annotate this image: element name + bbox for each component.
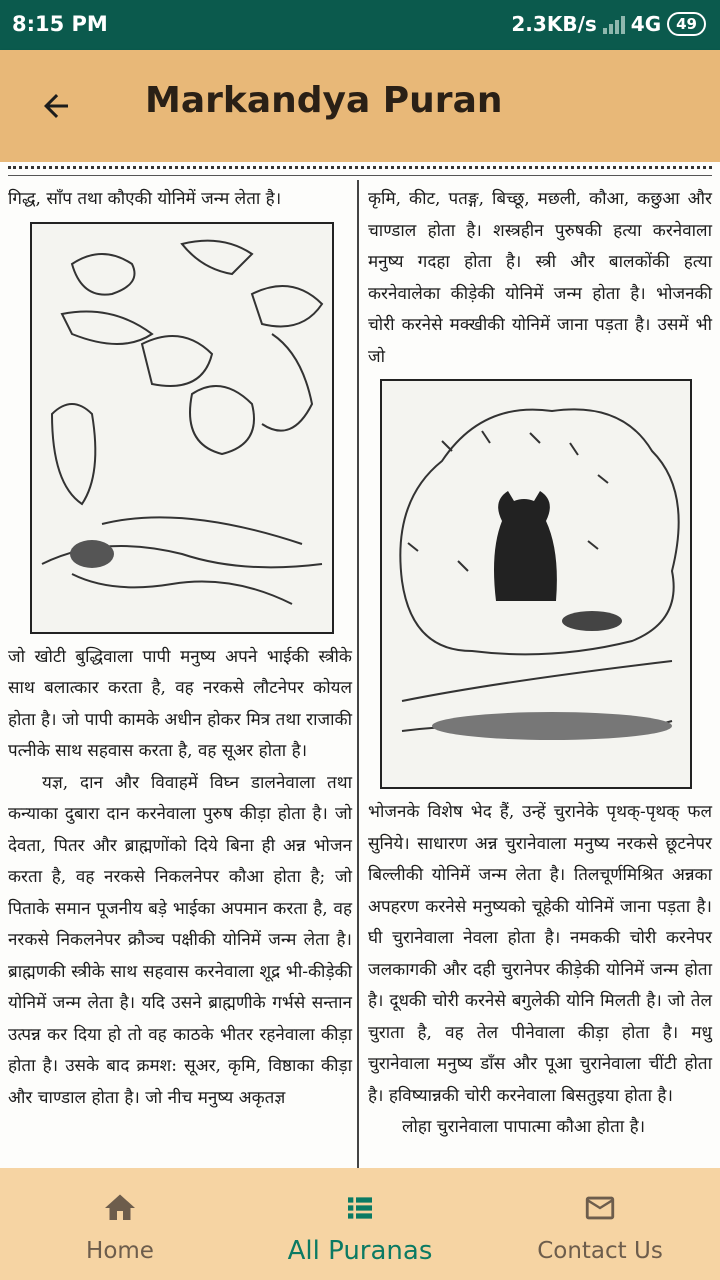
back-button[interactable] bbox=[30, 80, 82, 132]
nav-home-label: Home bbox=[86, 1238, 154, 1264]
right-top-text: कृमि, कीट, पतङ्ग, बिच्छू, मछली, कौआ, कछुआ और चाण्डाल होता है। शस्त्रहीन पुरुषकी हत्या करनेवाला मनुष्य गदहा होता है। स्त्री और बालकोंकी हत्या करनेवालेका कीड़ेकी योनिमें जन्म होता है। भोजनकी चोरी करनेसे मक्खीकी योनिमें जाना पड़ता है। उसमें भी जो bbox=[368, 189, 712, 367]
right-body-paragraph-1: भोजनके विशेष भेद हैं, उन्हें चुरानेके पृथक्-पृथक् फल सुनिये। साधारण अन्न चुरानेवाला मनुष्य नरकसे छूटनेपर बिल्लीकी योनिमें जन्म लेता है। तिलचूर्णमिश्रित अन्नका अपहरण करनेसे मनुष्यको चूहेकी योनिमें जाना पड़ता है। घी चुरानेवाला नेवला होता है। नमककी चोरी करनेपर जलकागकी और दही चुरानेपर कीड़ेकी योनिमें जन्म होता है। दूधकी चोरी करनेसे बगुलेकी योनि मिलती है। जो तेल चुराता है, वह तेल पीनेवाला कीड़ा होता है। मधु चुरानेवाला मनुष्य डाँस और पूआ चुरानेवाला चींटी होता है। हविष्यान्नकी चोरी करनेवाला बिसतुइया होता है। bbox=[368, 802, 712, 1106]
cat-insects-illustration bbox=[380, 379, 692, 789]
left-body-paragraph-2: यज्ञ, दान और विवाहमें विघ्न डालनेवाला तथा कन्याका दुबारा दान करनेवाला पुरुष कीड़ा होता है। जो देवता, पितर और ब्राह्मणोंको दिये बिना ही अन्न भोजन करता है, वह नरकसे निकलनेपर कौआ होता है; जो पिताके समान पूजनीय बड़े भाईका अपमान करता है, वह नरकसे निकलनेपर क्रौञ्च पक्षीकी योनिमें जन्म लेता है। ब्राह्मणकी स्त्रीके साथ सहवास करनेवाला शूद्र भी-कीड़ेकी योनिमें जन्म लेता है। यदि उसने ब्राह्मणीके गर्भसे सन्तान उत्पन्न कर दिया हो तो वह काठके भीतर रहनेवाला कीड़ा होता है। उसके बाद क्रमश: सूअर, कृमि, विष्ठाका कीड़ा और चाण्डाल होता है। जो नीच मनुष्य अकृतज्ञ bbox=[8, 772, 352, 1108]
home-icon bbox=[100, 1190, 140, 1226]
nav-all-puranas-label: All Puranas bbox=[287, 1236, 433, 1266]
status-bar bbox=[0, 0, 720, 50]
page-title: Markandya Puran bbox=[145, 80, 503, 121]
left-body-paragraph-1: जो खोटी बुद्धिवाला पापी मनुष्य अपने भाईकी स्त्रीके साथ बलात्कार करता है, वह नरकसे लौटनेपर कोयल होता है। जो पापी कामके अधीन होकर मित्र तथा राजाकी पत्नीके साथ सहवास करता है, वह सूअर होता है। bbox=[8, 646, 352, 761]
list-icon bbox=[342, 1192, 378, 1224]
status-time: 8:15 PM bbox=[12, 12, 108, 36]
birds-animals-illustration bbox=[30, 222, 334, 634]
left-top-text: गिद्ध, साँप तथा कौएकी योनिमें जन्म लेता है। bbox=[8, 189, 282, 209]
column-divider bbox=[357, 180, 359, 1168]
page-header-rule bbox=[8, 166, 712, 176]
battery-icon: 49 bbox=[667, 12, 706, 36]
right-column bbox=[368, 184, 712, 1144]
scanned-page[interactable] bbox=[0, 162, 720, 1168]
nav-all-puranas[interactable] bbox=[240, 1168, 480, 1280]
signal-icon bbox=[603, 14, 625, 34]
nav-contact-label: Contact Us bbox=[537, 1238, 663, 1264]
mail-icon bbox=[579, 1191, 621, 1225]
app-bar bbox=[0, 50, 720, 162]
status-indicators bbox=[511, 12, 706, 36]
network-speed: 2.3KB/s bbox=[511, 12, 597, 36]
right-body-paragraph-2: लोहा चुरानेवाला पापात्मा कौआ होता है। bbox=[402, 1117, 646, 1137]
nav-home[interactable] bbox=[0, 1168, 240, 1280]
network-type: 4G bbox=[630, 12, 662, 36]
bottom-navigation bbox=[0, 1168, 720, 1280]
back-arrow-icon bbox=[38, 88, 74, 124]
nav-contact[interactable] bbox=[480, 1168, 720, 1280]
left-column bbox=[8, 184, 352, 1114]
